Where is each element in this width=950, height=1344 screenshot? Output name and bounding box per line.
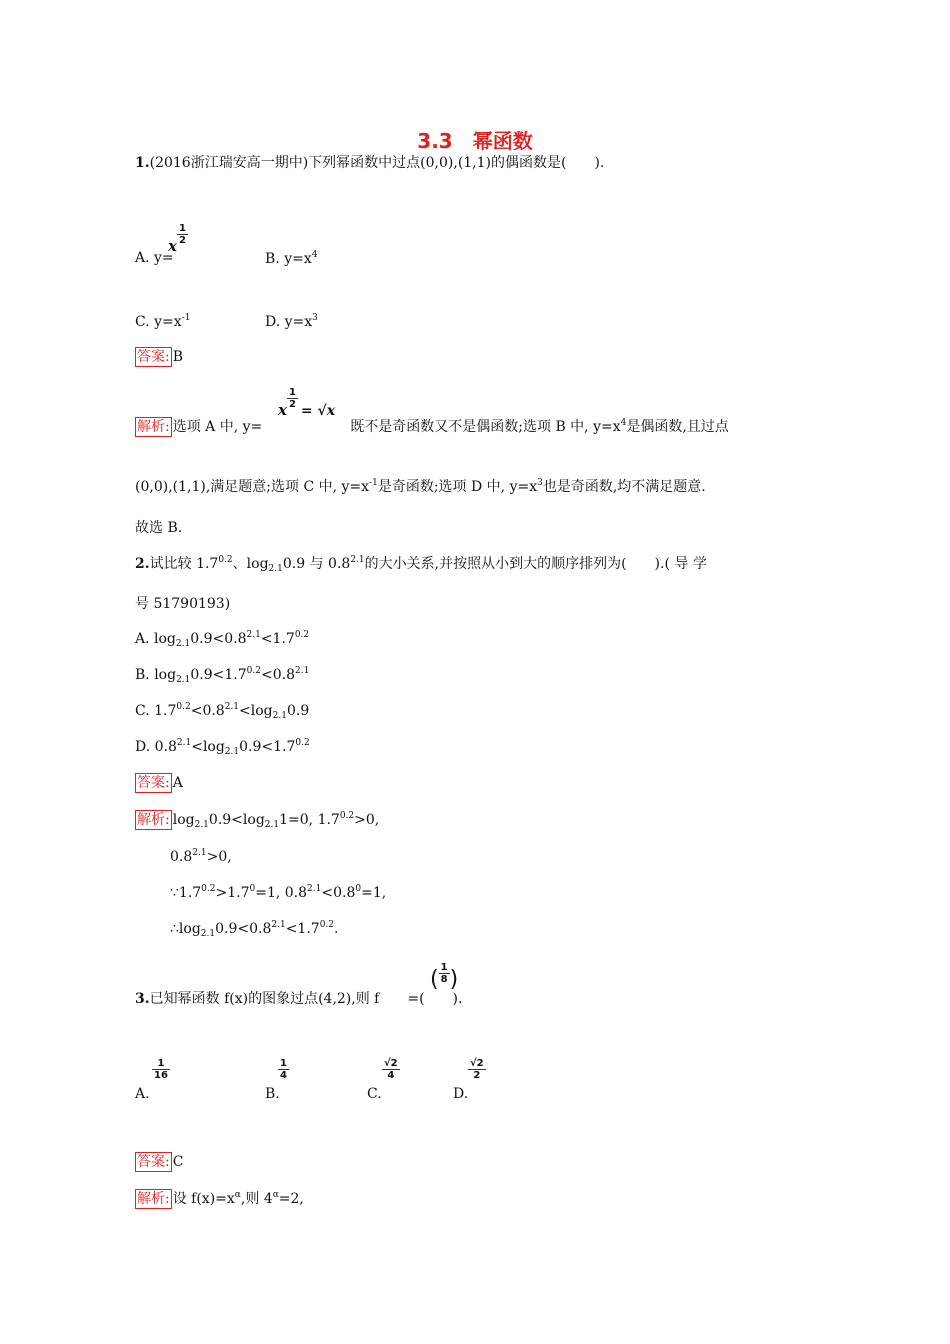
q3-option-d[interactable]: D. [453, 1086, 469, 1102]
option-c[interactable]: C. $y=x^{-1}$ [135, 313, 191, 330]
q2-option-d[interactable]: D. $0.8^{2.1}<\log_{2.1}0.9<1.7^{0.2}$ [135, 738, 310, 757]
analysis-2-line-4: $\therefore\log_{2.1}0.9<0.8^{2.1}<1.7^{0.2}$. [170, 920, 339, 939]
option-d[interactable]: D. $y=x^3$ [265, 313, 318, 330]
question-3-fraction: ( $\frac{1}{8}$ ) [430, 962, 459, 992]
question-number: 1. [135, 155, 150, 171]
option-a[interactable]: A. y= [135, 250, 174, 266]
q3-option-a-fraction: $\frac{1}{16}$ [154, 1058, 168, 1081]
question-2-stem-line-2: 号 51790193) [135, 596, 231, 612]
q3-option-a[interactable]: A. [135, 1086, 150, 1102]
question-text: (2016浙江瑞安高一期中)下列幂函数中过点(0,0),(1,1)的偶函数是( ). [149, 155, 605, 171]
analysis-1-line-3: 故选 B. [135, 520, 183, 536]
q2-option-a[interactable]: A. $\log_{2.1}0.9<0.8^{2.1}<1.7^{0.2}$ [135, 630, 310, 649]
analysis-formula: x $\frac{1}{2}$ = √x [278, 387, 336, 419]
q2-option-b[interactable]: B. $\log_{2.1}0.9<1.7^{0.2}<0.8^{2.1}$ [135, 666, 310, 685]
q3-option-d-fraction: $\frac{√2}{2}$ [470, 1058, 484, 1081]
analysis-1-line-1: 解析: 选项 A 中, y= 既不是奇函数又不是偶函数;选项 B 中, $y=x^4$是偶函数,且过点 [137, 418, 729, 435]
q3-option-c[interactable]: C. [367, 1086, 382, 1102]
answer-value: B [172, 349, 184, 365]
q2-option-c[interactable]: C. $1.7^{0.2}<0.8^{2.1}<\log_{2.1}0.9$ [135, 702, 310, 721]
answer-3: 答案: C [137, 1154, 184, 1170]
analysis-2-line-1: 解析: $\log_{2.1}0.9<\log_{2.1}1=0$, $1.7^{0.2}>0$, [137, 811, 380, 830]
question-3-stem: 3.已知幂函数 f(x)的图象过点(4,2),则 f =( ). [135, 991, 463, 1007]
q3-option-b-fraction: $\frac{1}{4}$ [280, 1058, 287, 1081]
option-a-power: x $\frac{1}{2}$ [168, 223, 186, 255]
q3-option-c-fraction: $\frac{√2}{4}$ [384, 1058, 398, 1081]
answer-1 [135, 347, 183, 367]
answer-2: 答案: A [137, 775, 183, 791]
question-1-stem [135, 152, 604, 172]
question-2-stem: 2.试比较 $1.7^{0.2}$、$\log_{2.1}0.9$ 与 $0.8^{2.1}$的大小关系,并按照从小到大的顺序排列为( ).( 导 学 [135, 555, 707, 574]
page-title: 3.3 幂函数 [417, 129, 533, 153]
analysis-label: 解析: [137, 419, 170, 435]
option-b[interactable]: B. $y=x^4$ [265, 250, 318, 267]
analysis-3-line-1: 解析: 设 $f(x)=x^\alpha$,则 $4^\alpha=2$, [137, 1190, 304, 1207]
q3-option-b[interactable]: B. [265, 1086, 280, 1102]
analysis-1-line-2: (0,0),(1,1),满足题意;选项 C 中, $y=x^{-1}$是奇函数;选项 D 中, $y=x^3$也是奇函数,均不满足题意. [135, 478, 706, 495]
answer-label: 答案: [137, 349, 170, 365]
analysis-2-line-3: $\because 1.7^{0.2}>1.7^0=1$, $0.8^{2.1}<0.8^0=1$, [170, 884, 387, 901]
analysis-2-line-2: $0.8^{2.1}>0$, [170, 848, 232, 865]
